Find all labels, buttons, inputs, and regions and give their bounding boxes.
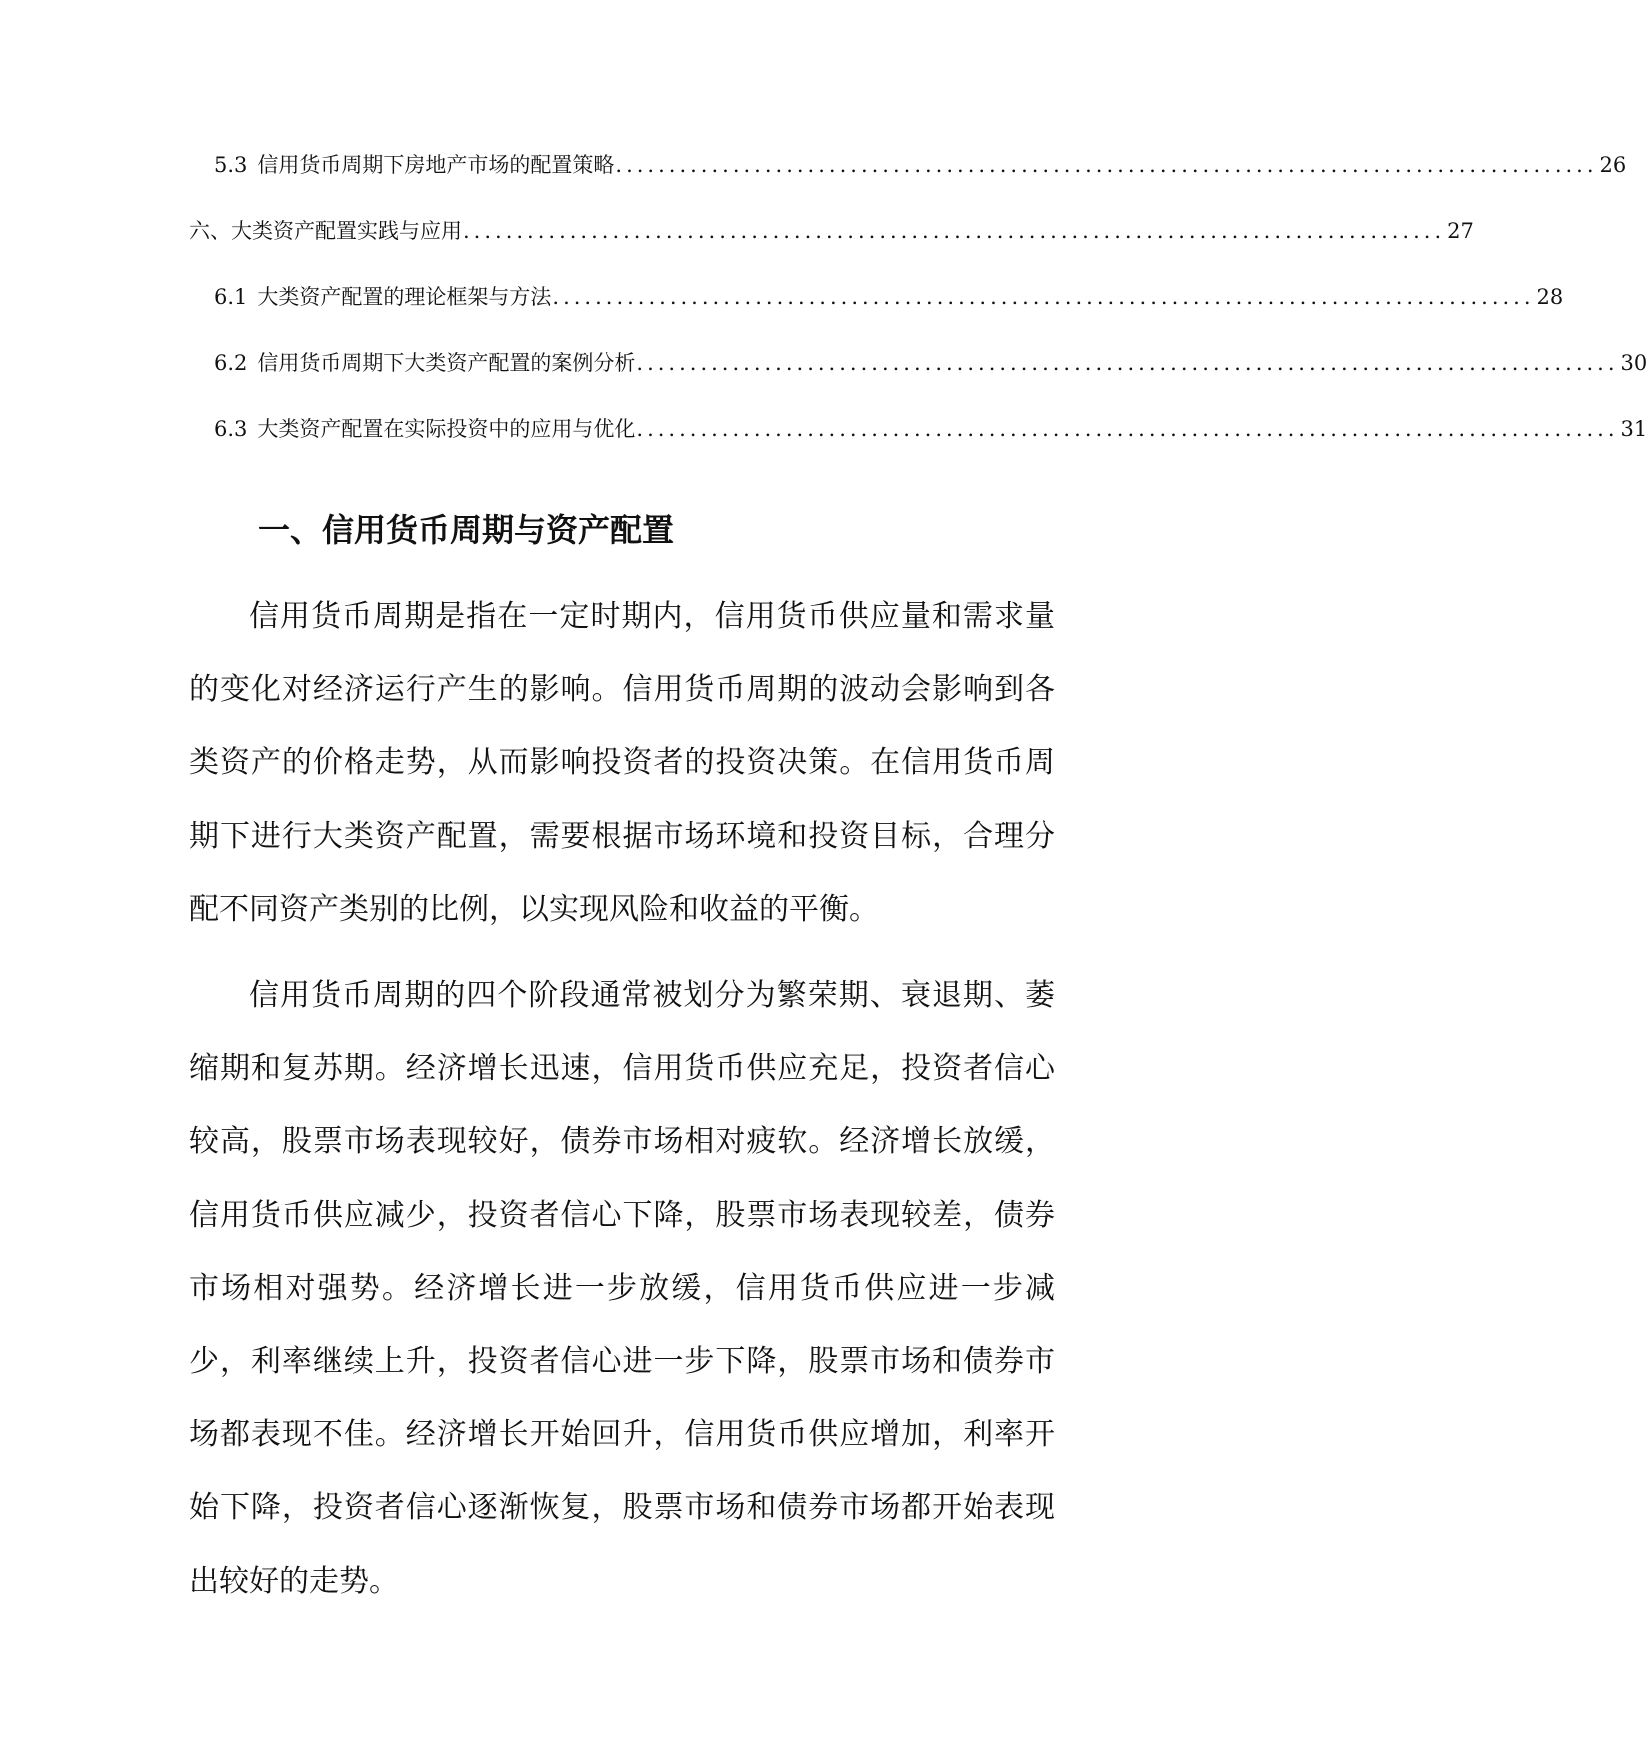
toc-entry-title: 大类资产配置实践与应用 [231, 219, 462, 243]
toc-entry-page: 27 [1447, 219, 1474, 243]
toc-entry[interactable] [214, 282, 1564, 312]
toc-entry-page: 30 [1620, 351, 1647, 375]
toc-entry[interactable] [214, 348, 1647, 378]
toc-entry-page: 31 [1620, 417, 1647, 441]
toc-entry-page: 26 [1599, 153, 1627, 177]
toc-entry[interactable] [214, 150, 1627, 180]
body-paragraph: 信用货币周期的四个阶段通常被划分为繁荣期、衰退期、萎缩期和复苏期。经济增长迅速，信用货币供应充足，投资者信心较高，股票市场表现较好，债券市场相对疲软。经济增长放缓，信用货币供应减少，投资者信心下降，股票市场表现较差，债券市场相对强势。经济增长进一步放缓，信用货币供应进一步减少，利率继续上升，投资者信心进一步下降，股票市场和债券市场都表现不佳。经济增长开始回升，信用货币供应增加，利率开始下降，投资者信心逐渐恢复，股票市场和债券市场都开始表现出较好的走势。 [189, 978, 1055, 1599]
toc-entry[interactable] [189, 216, 1474, 246]
toc-entry-title: 信用货币周期下大类资产配置的案例分析 [257, 351, 636, 375]
toc-entry-number: 5.3 [214, 153, 248, 177]
toc-leader-dots: ............................................................................................ [636, 351, 1619, 375]
toc-leader-dots: ............................................................................................ [552, 285, 1535, 309]
toc-entry-page: 28 [1536, 285, 1564, 309]
toc-entry-title: 大类资产配置的理论框架与方法 [257, 285, 552, 309]
toc-entry-title: 信用货币周期下房地产市场的配置策略 [257, 153, 615, 177]
toc-entry[interactable] [214, 414, 1647, 444]
toc-entry-number: 6.1 [214, 285, 248, 309]
toc-entry-number: 6.3 [214, 417, 248, 441]
toc-entry-number: 6.2 [214, 351, 248, 375]
toc-entry-number: 六、 [189, 219, 231, 243]
body-paragraph: 信用货币周期是指在一定时期内，信用货币供应量和需求量的变化对经济运行产生的影响。信用货币周期的波动会影响到各类资产的价格走势，从而影响投资者的投资决策。在信用货币周期下进行大类资产配置，需要根据市场环境和投资目标，合理分配不同资产类别的比例，以实现风险和收益的平衡。 [189, 599, 1055, 927]
toc-leader-dots: ............................................................................................ [636, 417, 1619, 441]
section-heading: 一、信用货币周期与资产配置 [258, 511, 675, 549]
toc-entry-title: 大类资产配置在实际投资中的应用与优化 [257, 417, 636, 441]
toc-leader-dots: ............................................................................................ [463, 219, 1446, 243]
toc-leader-dots: ............................................................................................ [615, 153, 1598, 177]
